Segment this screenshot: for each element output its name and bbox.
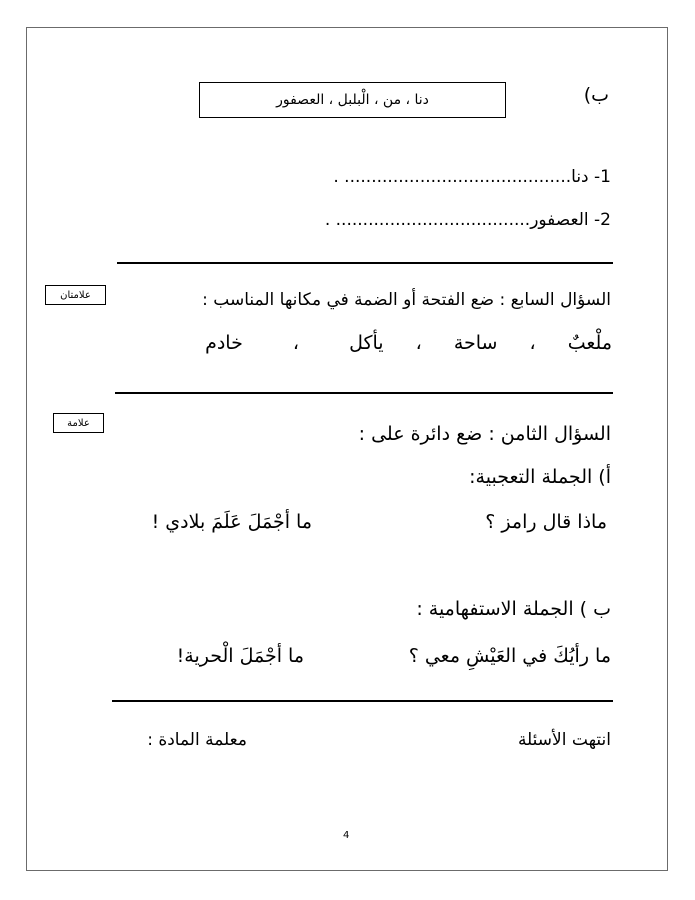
word-bank-text: دنا ، من ، الْبلبل ، العصفور bbox=[276, 92, 429, 108]
q7-separator-2: ، bbox=[415, 332, 422, 354]
q8-part-b-option-1: ما رأيُكَ في العَيْشِ معي ؟ bbox=[408, 645, 611, 667]
q7-word-4: خادم bbox=[205, 332, 243, 354]
teacher-label: معلمة المادة : bbox=[147, 730, 247, 750]
q8-part-a-option-1: ماذا قال رامز ؟ bbox=[485, 511, 607, 533]
q7-word-2: ساحة bbox=[453, 332, 498, 354]
q8-part-a-title: أ) الجملة التعجبية: bbox=[469, 466, 611, 488]
section-divider-1 bbox=[117, 262, 613, 264]
q8-part-b-title: ب ) الجملة الاستفهامية : bbox=[416, 598, 611, 620]
q8-marks-box bbox=[53, 413, 104, 433]
q7-word-list bbox=[205, 332, 612, 354]
section-divider-2 bbox=[115, 392, 613, 394]
q8-part-b-option-2: ما أجْمَلَ الْحرية! bbox=[176, 645, 304, 667]
q8-marks-label: علامة bbox=[67, 417, 90, 429]
q8-part-a-option-2: ما أجْمَلَ عَلَمَ بلادي ! bbox=[151, 511, 312, 533]
section-divider-3 bbox=[112, 700, 613, 702]
end-of-questions-text: انتهت الأسئلة bbox=[517, 730, 611, 750]
page-number: 4 bbox=[343, 830, 350, 841]
q7-word-3: يأكل bbox=[349, 332, 384, 354]
section-b-label: ب) bbox=[583, 84, 609, 106]
q7-separator-3: ، bbox=[292, 332, 300, 354]
q7-word-1: ملْعبٌ bbox=[567, 332, 612, 354]
q8-title: السؤال الثامن : ضع دائرة على : bbox=[358, 423, 611, 445]
q7-title: السؤال السابع : ضع الفتحة أو الضمة في مكانها المناسب : bbox=[202, 290, 611, 310]
q7-separator-1: ، bbox=[529, 332, 536, 354]
section-b-item-1: 1- دنا.......................................... . bbox=[333, 167, 611, 187]
q7-marks-box bbox=[45, 285, 106, 305]
q7-marks-label: علامتان bbox=[60, 289, 91, 301]
word-bank-box bbox=[199, 82, 506, 118]
section-b-item-2: 2- العصفور.................................... . bbox=[324, 210, 611, 230]
